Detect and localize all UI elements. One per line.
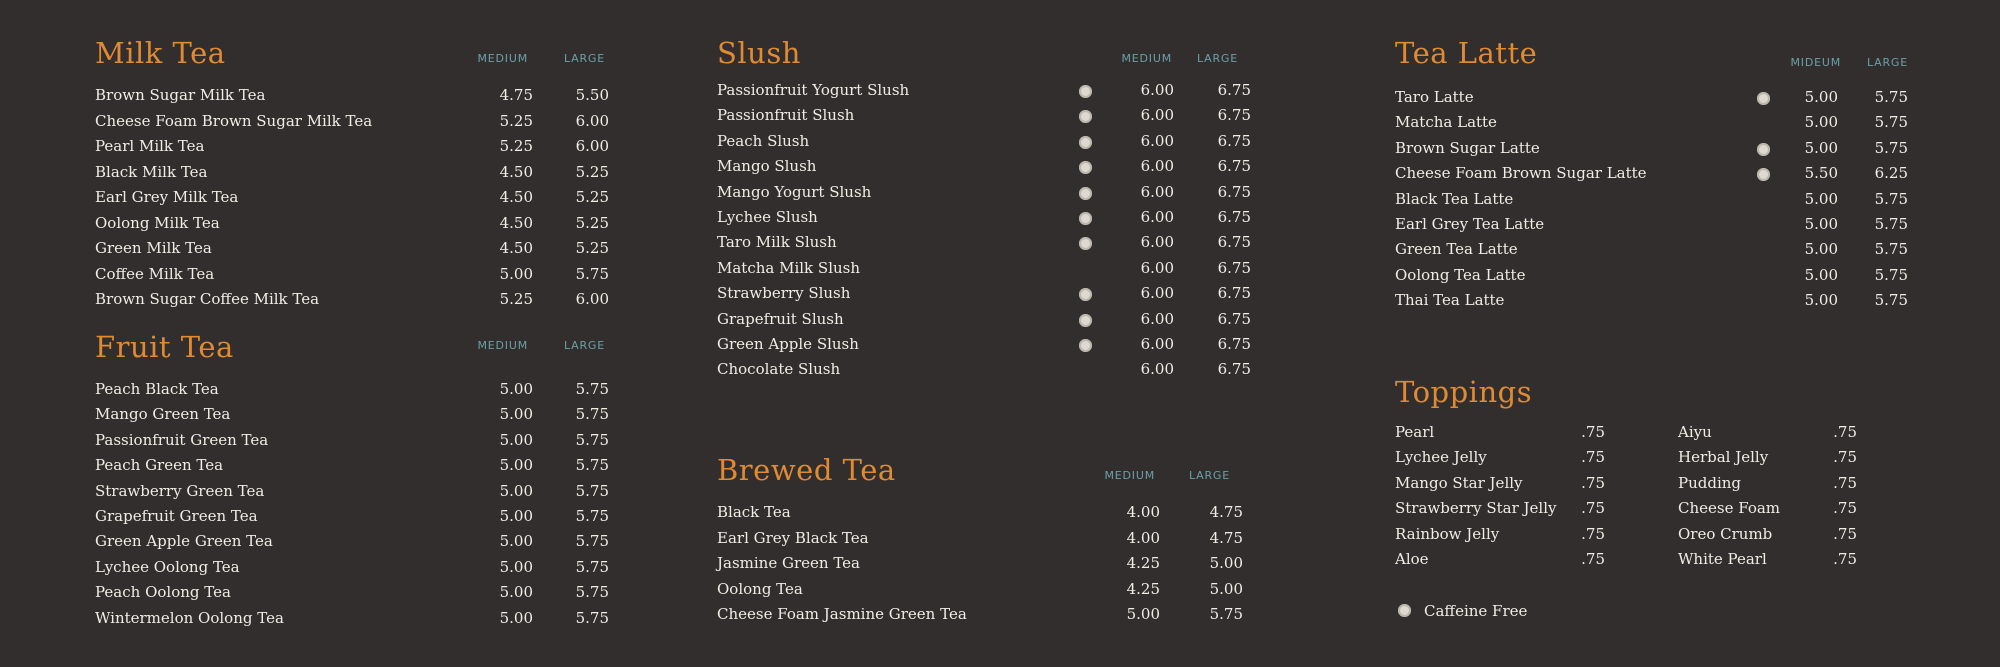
item-name: Brown Sugar Milk Tea xyxy=(95,86,266,104)
item-name: Mango Green Tea xyxy=(95,405,231,424)
price-medium: 5.00 xyxy=(1804,138,1838,157)
item-name: Wintermelon Oolong Tea xyxy=(95,608,284,627)
price-medium: 6.00 xyxy=(1140,335,1174,353)
menu-item xyxy=(95,377,615,402)
price-large: 6.00 xyxy=(575,111,609,130)
legend-label: Caffeine Free xyxy=(1424,602,1528,620)
col-medium: MEDIUM xyxy=(477,339,528,352)
item-name: Earl Grey Black Tea xyxy=(717,528,869,547)
price-medium: 5.00 xyxy=(1804,113,1838,132)
topping-name: Cheese Foam xyxy=(1678,499,1781,518)
topping-name: Oreo Crumb xyxy=(1678,524,1773,543)
price-large: 5.75 xyxy=(575,405,609,424)
price-large: 5.25 xyxy=(575,162,609,181)
item-name: Strawberry Slush xyxy=(717,284,851,303)
menu-item xyxy=(95,504,615,529)
price-large: 5.75 xyxy=(575,507,609,525)
price-large: 5.00 xyxy=(1209,554,1243,572)
item-name: Matcha Latte xyxy=(1395,113,1497,132)
price-medium: 6.00 xyxy=(1140,258,1174,277)
menu-item xyxy=(95,236,615,261)
item-name: Mango Yogurt Slush xyxy=(717,182,872,201)
price-medium: 4.00 xyxy=(1126,528,1160,547)
price-large: 6.75 xyxy=(1217,258,1251,277)
topping-item xyxy=(1678,522,1918,547)
item-name: Grapefruit Green Tea xyxy=(95,507,258,525)
topping-price: .75 xyxy=(1833,473,1857,492)
price-medium: 5.00 xyxy=(499,608,533,627)
topping-name: White Pearl xyxy=(1678,550,1767,568)
item-name: Cheese Foam Brown Sugar Latte xyxy=(1395,164,1647,183)
topping-name: Aiyu xyxy=(1678,423,1712,441)
price-large: 5.75 xyxy=(1874,240,1908,259)
item-name: Passionfruit Yogurt Slush xyxy=(717,81,910,99)
col-large: LARGE xyxy=(1196,52,1238,65)
item-name: Earl Grey Milk Tea xyxy=(95,188,239,206)
caffeine-free-icon xyxy=(1079,110,1092,123)
item-name: Black Tea Latte xyxy=(1395,189,1514,208)
col-large: LARGE xyxy=(563,52,605,65)
price-medium: 5.00 xyxy=(499,583,533,602)
section-slush xyxy=(717,36,1251,396)
price-medium: 6.00 xyxy=(1140,182,1174,201)
item-name: Coffee Milk Tea xyxy=(95,264,215,283)
price-large: 6.75 xyxy=(1217,81,1251,99)
price-medium: 6.00 xyxy=(1140,208,1174,226)
price-medium: 5.00 xyxy=(1126,605,1160,623)
price-medium: 5.00 xyxy=(1804,240,1838,259)
section-milk-tea xyxy=(95,36,615,316)
price-medium: 5.00 xyxy=(1804,265,1838,284)
price-medium: 4.25 xyxy=(1126,579,1160,598)
topping-item xyxy=(1678,471,1918,496)
item-name: Jasmine Green Tea xyxy=(717,554,860,572)
price-medium: 6.00 xyxy=(1140,106,1174,125)
section-title: Brewed Tea xyxy=(717,453,896,487)
caffeine-free-icon xyxy=(1079,237,1092,250)
price-medium: 5.00 xyxy=(499,532,533,551)
menu-item xyxy=(717,577,1243,602)
price-large: 5.75 xyxy=(575,583,609,602)
price-large: 5.75 xyxy=(1874,291,1908,310)
item-name: Peach Green Tea xyxy=(95,456,224,475)
menu-item xyxy=(95,185,615,210)
topping-item xyxy=(1678,496,1918,521)
item-name: Matcha Milk Slush xyxy=(717,258,861,277)
topping-item xyxy=(1395,445,1635,470)
item-name: Lychee Oolong Tea xyxy=(95,557,240,576)
menu-item xyxy=(95,262,615,287)
price-large: 6.75 xyxy=(1217,284,1251,303)
price-medium: 5.00 xyxy=(1804,291,1838,310)
price-medium: 5.00 xyxy=(499,481,533,500)
item-name: Peach Oolong Tea xyxy=(95,583,231,602)
price-medium: 6.00 xyxy=(1140,131,1174,150)
topping-item xyxy=(1678,547,1918,572)
section-tea-latte xyxy=(1395,36,1915,326)
item-name: Peach Black Tea xyxy=(95,380,219,398)
caffeine-free-icon xyxy=(1079,187,1092,200)
menu-item xyxy=(95,555,615,580)
item-name: Passionfruit Slush xyxy=(717,106,855,125)
topping-item xyxy=(1395,420,1635,445)
item-name: Grapefruit Slush xyxy=(717,309,844,328)
price-large: 6.75 xyxy=(1217,208,1251,226)
topping-name: Aloe xyxy=(1395,550,1429,568)
item-name: Passionfruit Green Tea xyxy=(95,430,269,449)
price-medium: 4.50 xyxy=(499,213,533,232)
topping-name: Rainbow Jelly xyxy=(1395,524,1500,543)
col-large: LARGE xyxy=(1866,56,1908,69)
item-name: Brown Sugar Coffee Milk Tea xyxy=(95,290,320,308)
price-large: 6.00 xyxy=(575,290,609,308)
price-large: 4.75 xyxy=(1209,528,1243,547)
price-medium: 6.00 xyxy=(1140,157,1174,176)
menu-item xyxy=(717,357,1251,382)
price-medium: 5.00 xyxy=(499,405,533,424)
price-large: 6.75 xyxy=(1217,106,1251,125)
topping-price: .75 xyxy=(1833,524,1857,543)
price-large: 5.75 xyxy=(575,481,609,500)
price-medium: 5.00 xyxy=(499,380,533,398)
menu-item xyxy=(95,529,615,554)
topping-name: Pudding xyxy=(1678,473,1742,492)
price-large: 5.75 xyxy=(575,532,609,551)
topping-name: Lychee Jelly xyxy=(1395,448,1487,467)
topping-price: .75 xyxy=(1833,448,1857,467)
price-large: 5.75 xyxy=(575,608,609,627)
menu-item xyxy=(95,287,615,312)
section-title: Fruit Tea xyxy=(95,330,234,364)
price-medium: 4.00 xyxy=(1126,503,1160,521)
item-name: Cheese Foam Brown Sugar Milk Tea xyxy=(95,111,373,130)
topping-item xyxy=(1395,522,1635,547)
menu-item xyxy=(1395,85,1915,110)
price-medium: 5.00 xyxy=(499,264,533,283)
menu-item xyxy=(95,83,615,108)
price-large: 6.25 xyxy=(1874,164,1908,183)
caffeine-free-icon xyxy=(1757,168,1770,181)
col-medium: MIDEUM xyxy=(1790,56,1841,69)
menu-item xyxy=(717,78,1251,103)
menu-item xyxy=(1395,187,1915,212)
menu-item xyxy=(1395,110,1915,135)
price-medium: 5.25 xyxy=(499,137,533,155)
section-title: Toppings xyxy=(1395,375,1533,409)
topping-item xyxy=(1395,496,1635,521)
menu-item xyxy=(1395,161,1915,186)
price-large: 6.75 xyxy=(1217,335,1251,353)
price-medium: 4.50 xyxy=(499,162,533,181)
item-name: Green Apple Green Tea xyxy=(95,532,273,551)
price-large: 5.75 xyxy=(575,264,609,283)
menu-item xyxy=(1395,237,1915,262)
menu-item xyxy=(95,580,615,605)
menu-item xyxy=(717,307,1251,332)
menu-item xyxy=(717,602,1243,627)
price-medium: 5.00 xyxy=(499,456,533,475)
price-large: 5.25 xyxy=(575,188,609,206)
topping-price: .75 xyxy=(1581,423,1605,441)
price-large: 5.75 xyxy=(575,430,609,449)
topping-price: .75 xyxy=(1833,423,1857,441)
caffeine-free-icon xyxy=(1079,314,1092,327)
col-large: LARGE xyxy=(563,339,605,352)
price-large: 6.75 xyxy=(1217,182,1251,201)
price-large: 6.75 xyxy=(1217,360,1251,379)
price-medium: 4.25 xyxy=(1126,554,1160,572)
section-title: Milk Tea xyxy=(95,36,226,70)
price-large: 5.25 xyxy=(575,213,609,232)
price-medium: 5.25 xyxy=(499,111,533,130)
topping-price: .75 xyxy=(1581,448,1605,467)
menu-item xyxy=(95,109,615,134)
price-large: 6.75 xyxy=(1217,309,1251,328)
item-name: Taro Latte xyxy=(1395,88,1474,106)
menu-item xyxy=(95,606,615,631)
price-large: 5.75 xyxy=(1209,605,1243,623)
menu-item xyxy=(1395,212,1915,237)
price-medium: 5.00 xyxy=(1804,189,1838,208)
menu-item xyxy=(1395,288,1915,313)
col-medium: MEDIUM xyxy=(1104,469,1155,482)
price-medium: 6.00 xyxy=(1140,233,1174,252)
caffeine-free-icon xyxy=(1079,339,1092,352)
menu-item xyxy=(717,551,1243,576)
caffeine-free-icon xyxy=(1079,136,1092,149)
menu-item xyxy=(717,230,1251,255)
price-large: 6.75 xyxy=(1217,157,1251,176)
menu-item xyxy=(1395,136,1915,161)
price-medium: 6.00 xyxy=(1140,360,1174,379)
menu-item xyxy=(95,402,615,427)
price-large: 4.75 xyxy=(1209,503,1243,521)
price-medium: 4.50 xyxy=(499,239,533,257)
price-large: 5.75 xyxy=(1874,189,1908,208)
caffeine-free-icon xyxy=(1757,92,1770,105)
price-large: 5.25 xyxy=(575,239,609,257)
menu-item xyxy=(95,134,615,159)
price-medium: 5.00 xyxy=(1804,88,1838,106)
topping-item xyxy=(1678,445,1918,470)
topping-item xyxy=(1395,547,1635,572)
item-name: Peach Slush xyxy=(717,131,810,150)
item-name: Mango Slush xyxy=(717,157,817,176)
topping-name: Pearl xyxy=(1395,423,1435,441)
menu-item xyxy=(717,332,1251,357)
item-name: Brown Sugar Latte xyxy=(1395,138,1540,157)
price-medium: 5.25 xyxy=(499,290,533,308)
item-name: Strawberry Green Tea xyxy=(95,481,265,500)
price-large: 6.75 xyxy=(1217,233,1251,252)
topping-price: .75 xyxy=(1581,499,1605,518)
caffeine-free-icon xyxy=(1079,85,1092,98)
topping-name: Strawberry Star Jelly xyxy=(1395,499,1557,518)
price-large: 6.75 xyxy=(1217,131,1251,150)
item-name: Oolong Tea Latte xyxy=(1395,265,1526,284)
price-large: 5.75 xyxy=(1874,88,1908,106)
menu-item xyxy=(717,500,1243,525)
section-title: Slush xyxy=(717,36,801,70)
price-large: 5.75 xyxy=(575,456,609,475)
topping-price: .75 xyxy=(1581,550,1605,568)
section-fruit-tea xyxy=(95,330,615,630)
menu-item xyxy=(717,281,1251,306)
item-name: Thai Tea Latte xyxy=(1395,291,1505,310)
price-large: 5.75 xyxy=(1874,215,1908,233)
menu-item xyxy=(717,526,1243,551)
item-name: Black Tea xyxy=(717,503,791,521)
price-medium: 4.75 xyxy=(499,86,533,104)
menu-item xyxy=(95,453,615,478)
caffeine-free-icon xyxy=(1398,604,1411,617)
menu-item xyxy=(95,211,615,236)
col-medium: MEDIUM xyxy=(477,52,528,65)
topping-item xyxy=(1395,471,1635,496)
price-medium: 5.00 xyxy=(499,507,533,525)
topping-price: .75 xyxy=(1581,473,1605,492)
price-medium: 4.50 xyxy=(499,188,533,206)
price-large: 5.75 xyxy=(1874,265,1908,284)
topping-item xyxy=(1678,420,1918,445)
section-brewed-tea xyxy=(717,453,1247,633)
item-name: Cheese Foam Jasmine Green Tea xyxy=(717,605,967,623)
menu-item xyxy=(717,154,1251,179)
caffeine-free-icon xyxy=(1079,288,1092,301)
item-name: Chocolate Slush xyxy=(717,360,841,379)
item-name: Pearl Milk Tea xyxy=(95,137,205,155)
price-medium: 6.00 xyxy=(1140,309,1174,328)
price-medium: 5.50 xyxy=(1804,164,1838,183)
item-name: Earl Grey Tea Latte xyxy=(1395,215,1545,233)
section-title: Tea Latte xyxy=(1395,36,1538,70)
menu-item xyxy=(717,256,1251,281)
section-toppings xyxy=(1395,375,1915,595)
col-medium: MEDIUM xyxy=(1121,52,1172,65)
caffeine-free-icon xyxy=(1757,143,1770,156)
price-large: 5.75 xyxy=(575,380,609,398)
price-large: 5.50 xyxy=(575,86,609,104)
menu-item xyxy=(717,129,1251,154)
topping-name: Herbal Jelly xyxy=(1678,448,1769,467)
caffeine-free-icon xyxy=(1079,161,1092,174)
price-medium: 5.00 xyxy=(499,430,533,449)
topping-price: .75 xyxy=(1833,550,1857,568)
topping-price: .75 xyxy=(1833,499,1857,518)
price-large: 5.75 xyxy=(1874,113,1908,132)
price-large: 5.75 xyxy=(575,557,609,576)
menu-item xyxy=(717,180,1251,205)
price-medium: 5.00 xyxy=(499,557,533,576)
item-name: Oolong Milk Tea xyxy=(95,213,220,232)
item-name: Green Apple Slush xyxy=(717,335,859,353)
menu-item xyxy=(717,103,1251,128)
price-large: 5.00 xyxy=(1209,579,1243,598)
menu-item xyxy=(95,160,615,185)
price-medium: 5.00 xyxy=(1804,215,1838,233)
menu-item xyxy=(1395,263,1915,288)
menu-item xyxy=(95,479,615,504)
topping-price: .75 xyxy=(1581,524,1605,543)
item-name: Black Milk Tea xyxy=(95,162,208,181)
price-medium: 6.00 xyxy=(1140,81,1174,99)
col-large: LARGE xyxy=(1188,469,1230,482)
caffeine-free-icon xyxy=(1079,212,1092,225)
price-medium: 6.00 xyxy=(1140,284,1174,303)
item-name: Green Milk Tea xyxy=(95,239,212,257)
menu-item xyxy=(95,428,615,453)
menu-item xyxy=(717,205,1251,230)
price-large: 5.75 xyxy=(1874,138,1908,157)
item-name: Green Tea Latte xyxy=(1395,240,1518,259)
item-name: Lychee Slush xyxy=(717,208,818,226)
topping-name: Mango Star Jelly xyxy=(1395,473,1523,492)
item-name: Taro Milk Slush xyxy=(717,233,837,252)
item-name: Oolong Tea xyxy=(717,579,803,598)
price-large: 6.00 xyxy=(575,137,609,155)
